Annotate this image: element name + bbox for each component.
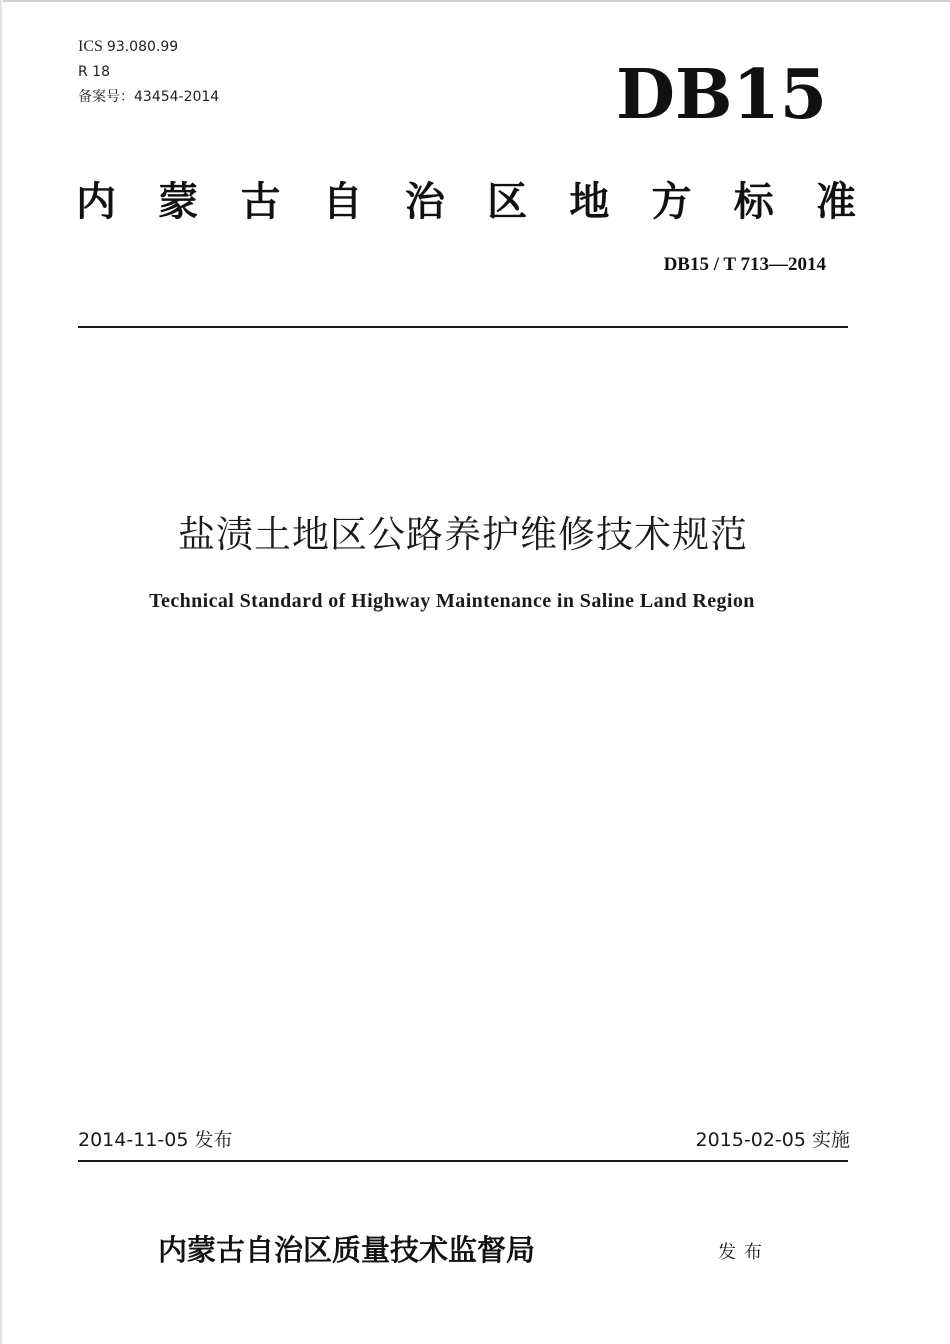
standard-type-char: 治: [404, 178, 445, 225]
standard-type-char: 标: [733, 178, 774, 225]
bottom-divider: [78, 1160, 848, 1162]
standard-type-char: 地: [569, 178, 610, 225]
standard-type-char: 自: [322, 178, 363, 225]
top-divider: [78, 326, 848, 328]
document-title-cn: 盐渍土地区公路养护维修技术规范: [178, 513, 748, 556]
standard-number: DB15 / T 713—2014: [663, 254, 826, 275]
standard-type-char: 内: [76, 178, 116, 225]
issue-date: 2014-11-05 发布: [78, 1129, 233, 1151]
standard-type-char: 古: [240, 178, 281, 225]
document-title-en: Technical Standard of Highway Maintenance in Saline Land Region: [149, 590, 755, 612]
standard-type-char: 蒙: [158, 178, 199, 225]
classification-block: [78, 34, 219, 110]
filing-number: 备案号：43454-2014: [78, 89, 220, 105]
ccs-code: R 18: [78, 64, 110, 80]
standard-type-heading: [76, 170, 856, 234]
ics-label: ICS: [78, 38, 103, 55]
ics-line: [78, 34, 219, 60]
ics-code: 93.080.99: [106, 39, 179, 55]
scan-edge-top: [0, 0, 950, 2]
scan-edge-left: [0, 0, 3, 1344]
standard-logo: DB15: [616, 55, 828, 135]
issuing-authority: 内蒙古自治区质量技术监督局: [158, 1233, 536, 1267]
implementation-date: 2015-02-05 实施: [695, 1129, 850, 1151]
standard-type-char: 准: [815, 178, 856, 225]
standard-type-char: 区: [487, 178, 528, 225]
standard-type-char: 方: [651, 178, 692, 225]
issuing-authority-suffix: 发布: [718, 1242, 770, 1263]
